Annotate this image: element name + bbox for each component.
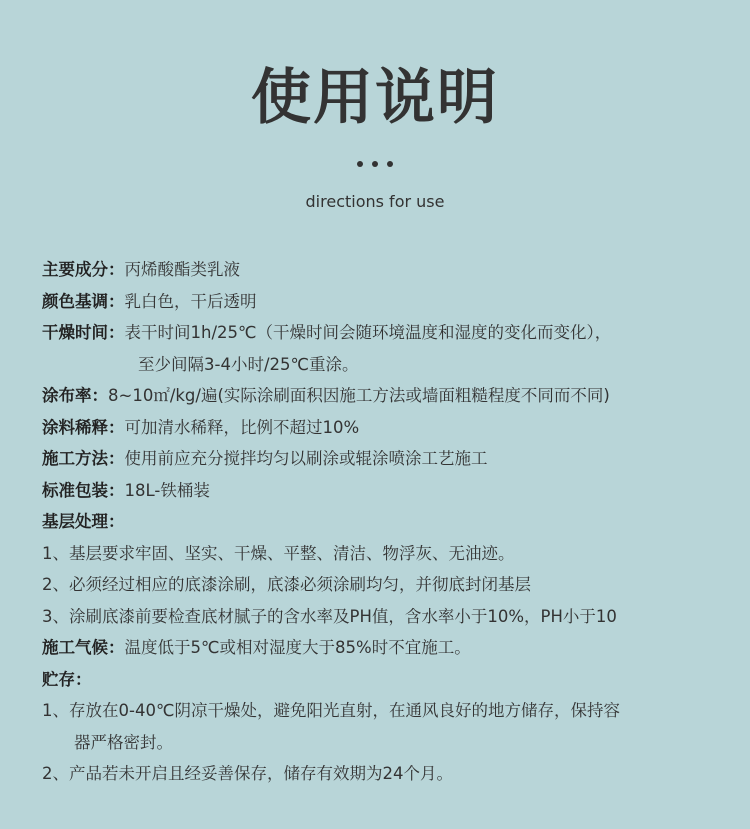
spec-value: 表干时间1h/25℃（干燥时间会随环境温度和湿度的变化而变化）， (124, 323, 612, 342)
storage-item: 器严格密封。 (74, 732, 173, 752)
spec-substrate (42, 506, 722, 538)
spec-value: 可加清水稀释，比例不超过10% (124, 417, 360, 437)
spec-value: 至少间隔3-4小时/25℃重涂。 (138, 354, 359, 374)
spec-package (42, 475, 722, 507)
spec-label: 颜色基调： (42, 291, 125, 311)
spec-label: 涂料稀释： (42, 417, 125, 437)
list-item-continued (42, 727, 722, 759)
spec-value: 乳白色，干后透明 (124, 291, 257, 311)
list-item (42, 601, 722, 633)
spec-label: 施工方法： (42, 449, 125, 468)
spec-label: 施工气候： (42, 638, 125, 657)
spec-ingredient (42, 254, 722, 286)
list-item (42, 695, 722, 727)
spec-value: 18L-铁桶装 (124, 480, 210, 500)
spec-value: 温度低于5℃或相对湿度大于85%时不宜施工。 (124, 638, 471, 657)
spec-label: 干燥时间： (42, 323, 125, 342)
dot (387, 161, 393, 167)
spec-value: 使用前应充分搅拌均匀以刷涂或辊涂喷涂工艺施工 (124, 449, 488, 468)
spec-coverage (42, 380, 722, 412)
substrate-item: 3、涂刷底漆前要检查底材腻子的含水率及PH值，含水率小于10%，PH小于10 (42, 606, 617, 626)
spec-climate (42, 632, 722, 664)
storage-item: 2、产品若未开启且经妥善保存，储存有效期为24个月。 (42, 764, 453, 783)
spec-dilution (42, 412, 722, 444)
spec-value: 丙烯酸酯类乳液 (124, 260, 240, 279)
ellipsis-divider (357, 160, 393, 168)
spec-label: 标准包装： (42, 480, 125, 500)
spec-drying-continued (42, 349, 722, 381)
spec-value: 8~10㎡/kg/遍(实际涂刷面积因施工方法或墙面粗糙程度不同而不同) (108, 386, 610, 405)
list-item (42, 538, 722, 570)
spec-label: 涂布率： (42, 386, 108, 405)
list-item (42, 758, 722, 790)
storage-item: 1、存放在0-40℃阴凉干燥处，避免阳光直射，在通风良好的地方储存，保持容 (42, 701, 620, 720)
spec-label: 基层处理： (42, 512, 125, 531)
page-subtitle: directions for use (305, 192, 445, 211)
spec-label: 贮存： (42, 669, 92, 689)
spec-method (42, 443, 722, 475)
page-title: 使用说明 (251, 63, 499, 133)
spec-label: 主要成分： (42, 260, 125, 279)
list-item (42, 569, 722, 601)
spec-color (42, 286, 722, 318)
dot (357, 161, 363, 167)
spec-storage (42, 664, 722, 696)
spec-drying (42, 317, 722, 349)
dot (372, 161, 378, 167)
spec-list (42, 254, 722, 790)
substrate-item: 2、必须经过相应的底漆涂刷，底漆必须涂刷均匀，并彻底封闭基层 (42, 575, 531, 594)
substrate-item: 1、基层要求牢固、坚实、干燥、平整、清洁、物浮灰、无油迹。 (42, 543, 515, 563)
